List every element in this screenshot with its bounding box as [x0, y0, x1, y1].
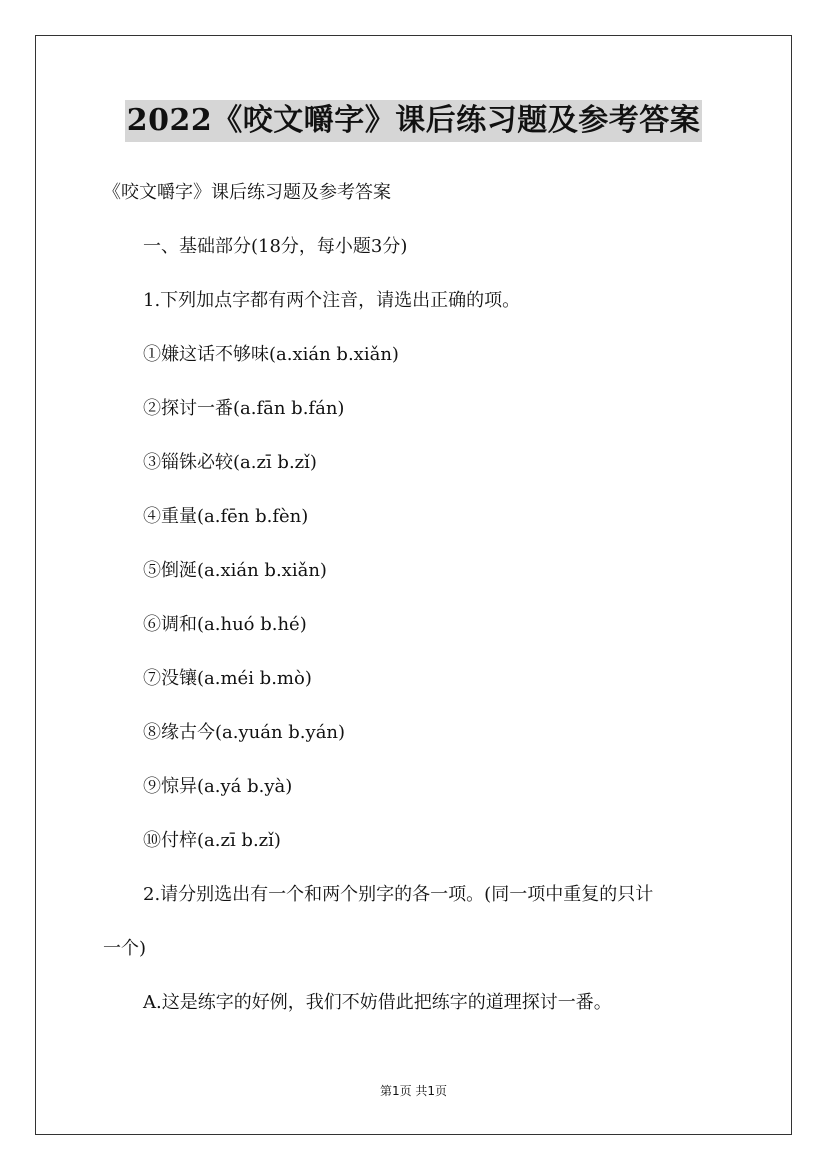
question-1-item: ⑥调和(a.huó b.hé) — [143, 614, 307, 635]
question-1-item: ⑨惊异(a.yá b.yà) — [143, 776, 293, 797]
question-1-item: ⑤倒涎(a.xián b.xiǎn) — [143, 560, 327, 581]
section-heading: 一、基础部分(18分，每小题3分) — [143, 236, 408, 257]
question-2-stem-continued: 一个) — [103, 938, 147, 959]
page-footer: 第1页 共1页 — [379, 1084, 448, 1098]
question-1-item: ⑧缘古今(a.yuán b.yán) — [143, 722, 346, 743]
document-title: 2022《咬文嚼字》课后练习题及参考答案 — [125, 100, 703, 142]
question-1-item: ④重量(a.fēn b.fèn) — [143, 506, 309, 527]
question-1-item: ⑩付梓(a.zī b.zǐ) — [143, 830, 281, 851]
question-2-option-a: A.这是练字的好例，我们不妨借此把练字的道理探讨一番。 — [143, 992, 612, 1013]
question-1-item: ⑦没镶(a.méi b.mò) — [143, 668, 312, 689]
question-1-item: ①嫌这话不够味(a.xián b.xiǎn) — [143, 344, 399, 365]
question-1-item: ②探讨一番(a.fān b.fán) — [143, 398, 345, 419]
question-1-item: ③锱铢必较(a.zī b.zǐ) — [143, 452, 317, 473]
question-2-stem: 2.请分别选出有一个和两个别字的各一项。(同一项中重复的只计 — [143, 884, 654, 905]
title-container — [0, 100, 827, 142]
question-1-stem: 1.下列加点字都有两个注音，请选出正确的项。 — [143, 290, 521, 311]
document-subtitle: 《咬文嚼字》课后练习题及参考答案 — [103, 182, 391, 203]
